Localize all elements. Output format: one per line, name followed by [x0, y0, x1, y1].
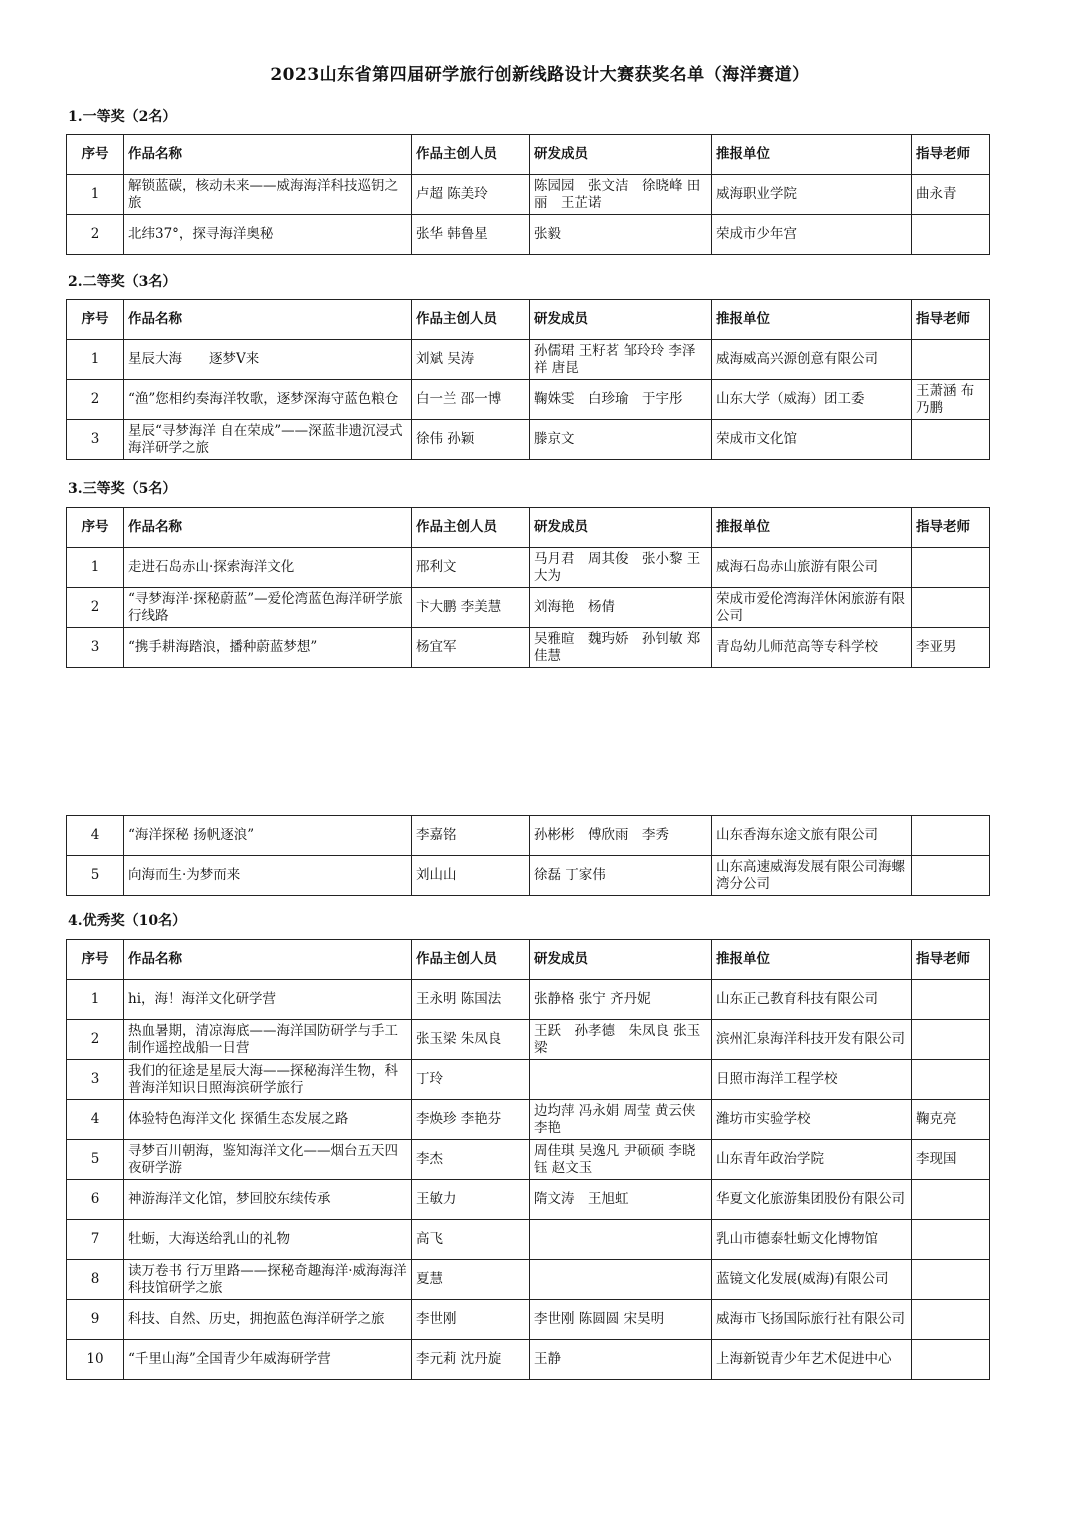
- cell-title: 解锁蓝碳，核动未来——威海海洋科技巡钥之旅: [124, 175, 412, 215]
- table-row: [67, 420, 990, 460]
- cell-advisor: [912, 1060, 990, 1100]
- cell-title: “海洋探秘 扬帆逐浪”: [124, 816, 412, 856]
- header-creators: 作品主创人员: [412, 508, 530, 548]
- cell-title: 北纬37°，探寻海洋奥秘: [124, 215, 412, 255]
- cell-title: 寻梦百川朝海，鉴知海洋文化——烟台五天四夜研学游: [124, 1140, 412, 1180]
- cell-members: [530, 1220, 712, 1260]
- cell-title: 我们的征途是星辰大海——探秘海洋生物，科普海洋知识日照海滨研学旅行: [124, 1060, 412, 1100]
- header-members: 研发成员: [530, 940, 712, 980]
- table-row: [67, 1060, 990, 1100]
- cell-title: 牡蛎，大海送给乳山的礼物: [124, 1220, 412, 1260]
- cell-unit: 蓝镜文化发展(威海)有限公司: [712, 1260, 912, 1300]
- cell-index: 2: [67, 215, 124, 255]
- table-row: [67, 816, 990, 856]
- cell-unit: 山东香海东途文旅有限公司: [712, 816, 912, 856]
- cell-unit: 乳山市德泰牡蛎文化博物馆: [712, 1220, 912, 1260]
- cell-index: 5: [67, 1140, 124, 1180]
- table-row: [67, 1340, 990, 1380]
- header-index: 序号: [67, 135, 124, 175]
- cell-unit: 青岛幼儿师范高等专科学校: [712, 628, 912, 668]
- table-header-row: [67, 508, 990, 548]
- cell-title: 热血暑期，清凉海底——海洋国防研学与手工制作遥控战船一日营: [124, 1020, 412, 1060]
- cell-advisor: [912, 1020, 990, 1060]
- table-header-row: [67, 940, 990, 980]
- cell-advisor: 鞠克亮: [912, 1100, 990, 1140]
- cell-members: 张毅: [530, 215, 712, 255]
- table-row: [67, 380, 990, 420]
- cell-unit: 潍坊市实验学校: [712, 1100, 912, 1140]
- cell-advisor: [912, 548, 990, 588]
- cell-members: 周佳琪 吴逸凡 尹硕硕 李晓钰 赵文玉: [530, 1140, 712, 1180]
- cell-creators: 杨宜军: [412, 628, 530, 668]
- header-title: 作品名称: [124, 300, 412, 340]
- cell-advisor: [912, 856, 990, 896]
- cell-title: hi，海！海洋文化研学营: [124, 980, 412, 1020]
- cell-index: 1: [67, 548, 124, 588]
- table-row: [67, 1020, 990, 1060]
- cell-creators: 高飞: [412, 1220, 530, 1260]
- cell-creators: 邢利文: [412, 548, 530, 588]
- cell-creators: 李元莉 沈丹旋: [412, 1340, 530, 1380]
- cell-title: 星辰大海 逐梦V来: [124, 340, 412, 380]
- cell-unit: 荣成市文化馆: [712, 420, 912, 460]
- cell-title: 星辰“寻梦海洋 自在荣成”——深蓝非遗沉浸式海洋研学之旅: [124, 420, 412, 460]
- cell-index: 1: [67, 175, 124, 215]
- cell-creators: 刘斌 吴涛: [412, 340, 530, 380]
- table-row: [67, 1100, 990, 1140]
- header-title: 作品名称: [124, 508, 412, 548]
- cell-advisor: 李亚男: [912, 628, 990, 668]
- cell-index: 10: [67, 1340, 124, 1380]
- cell-title: 科技、自然、历史，拥抱蓝色海洋研学之旅: [124, 1300, 412, 1340]
- cell-advisor: [912, 588, 990, 628]
- cell-title: 走进石岛赤山·探索海洋文化: [124, 548, 412, 588]
- table-header-row: [67, 135, 990, 175]
- cell-creators: 王敏力: [412, 1180, 530, 1220]
- cell-unit: 荣成市爱伦湾海洋休闲旅游有限公司: [712, 588, 912, 628]
- cell-title: 向海而生·为梦而来: [124, 856, 412, 896]
- header-advisor: 指导老师: [912, 940, 990, 980]
- cell-advisor: 王萧涵 布乃鹏: [912, 380, 990, 420]
- cell-advisor: [912, 420, 990, 460]
- cell-members: 孙儒珺 王籽茗 邹玲玲 李泽祥 唐昆: [530, 340, 712, 380]
- table-row: [67, 628, 990, 668]
- cell-creators: 卞大鹏 李美慧: [412, 588, 530, 628]
- table-row: [67, 1180, 990, 1220]
- header-advisor: 指导老师: [912, 508, 990, 548]
- cell-index: 6: [67, 1180, 124, 1220]
- cell-unit: 华夏文化旅游集团股份有限公司: [712, 1180, 912, 1220]
- cell-unit: 滨州汇泉海洋科技开发有限公司: [712, 1020, 912, 1060]
- cell-index: 5: [67, 856, 124, 896]
- table-header-row: [67, 300, 990, 340]
- cell-members: 隋文涛 王旭虹: [530, 1180, 712, 1220]
- header-creators: 作品主创人员: [412, 300, 530, 340]
- header-advisor: 指导老师: [912, 300, 990, 340]
- cell-unit: 威海市飞扬国际旅行社有限公司: [712, 1300, 912, 1340]
- cell-advisor: [912, 1340, 990, 1380]
- cell-advisor: 曲永青: [912, 175, 990, 215]
- cell-index: 3: [67, 420, 124, 460]
- cell-advisor: [912, 816, 990, 856]
- cell-creators: 张华 韩鲁星: [412, 215, 530, 255]
- table-row: [67, 1260, 990, 1300]
- cell-creators: 夏慧: [412, 1260, 530, 1300]
- table-row: [67, 175, 990, 215]
- cell-unit: 威海石岛赤山旅游有限公司: [712, 548, 912, 588]
- cell-members: 马月君 周其俊 张小黎 王大为: [530, 548, 712, 588]
- cell-creators: 卢超 陈美玲: [412, 175, 530, 215]
- table-row: [67, 548, 990, 588]
- header-index: 序号: [67, 940, 124, 980]
- table-row: [67, 856, 990, 896]
- cell-members: 滕京文: [530, 420, 712, 460]
- cell-index: 9: [67, 1300, 124, 1340]
- header-unit: 推报单位: [712, 940, 912, 980]
- cell-index: 2: [67, 380, 124, 420]
- header-members: 研发成员: [530, 300, 712, 340]
- cell-members: 徐磊 丁家伟: [530, 856, 712, 896]
- cell-unit: 山东高速威海发展有限公司海螺湾分公司: [712, 856, 912, 896]
- section-heading-third-prize: 3.三等奖（5名）: [68, 481, 177, 497]
- cell-members: 王跃 孙孝德 朱凤良 张玉梁: [530, 1020, 712, 1060]
- table-third-prize-continued: [66, 815, 990, 896]
- cell-members: [530, 1260, 712, 1300]
- cell-unit: 威海威高兴源创意有限公司: [712, 340, 912, 380]
- cell-members: 李世刚 陈圆圆 宋昊明: [530, 1300, 712, 1340]
- cell-advisor: 李现国: [912, 1140, 990, 1180]
- cell-unit: 日照市海洋工程学校: [712, 1060, 912, 1100]
- table-row: [67, 340, 990, 380]
- cell-advisor: [912, 215, 990, 255]
- table-row: [67, 215, 990, 255]
- cell-title: “寻梦海洋·探秘蔚蓝”—爱伦湾蓝色海洋研学旅行线路: [124, 588, 412, 628]
- cell-index: 4: [67, 816, 124, 856]
- cell-title: “携手耕海踏浪，播种蔚蓝梦想”: [124, 628, 412, 668]
- header-creators: 作品主创人员: [412, 135, 530, 175]
- cell-creators: 李杰: [412, 1140, 530, 1180]
- header-unit: 推报单位: [712, 508, 912, 548]
- page-title: 2023山东省第四届研学旅行创新线路设计大赛获奖名单（海洋赛道）: [270, 65, 810, 85]
- cell-advisor: [912, 1300, 990, 1340]
- cell-members: 孙彬彬 傅欣雨 李秀: [530, 816, 712, 856]
- section-heading-excellence-prize: 4.优秀奖（10名）: [68, 913, 187, 929]
- header-title: 作品名称: [124, 940, 412, 980]
- cell-unit: 山东正己教育科技有限公司: [712, 980, 912, 1020]
- table-third-prize: [66, 507, 990, 668]
- cell-index: 2: [67, 588, 124, 628]
- cell-unit: 山东大学（威海）团工委: [712, 380, 912, 420]
- cell-members: 陈园园 张文洁 徐晓峰 田丽 王芷诺: [530, 175, 712, 215]
- table-row: [67, 1300, 990, 1340]
- cell-members: 边均萍 冯永娟 周莹 黄云侠 李艳: [530, 1100, 712, 1140]
- cell-creators: 丁玲: [412, 1060, 530, 1100]
- table-row: [67, 1220, 990, 1260]
- table-row: [67, 980, 990, 1020]
- table-first-prize: [66, 134, 990, 255]
- header-creators: 作品主创人员: [412, 940, 530, 980]
- cell-advisor: [912, 1260, 990, 1300]
- header-members: 研发成员: [530, 508, 712, 548]
- cell-creators: 王永明 陈国法: [412, 980, 530, 1020]
- cell-creators: 白一兰 邵一博: [412, 380, 530, 420]
- header-index: 序号: [67, 508, 124, 548]
- cell-creators: 李世刚: [412, 1300, 530, 1340]
- cell-creators: 李焕珍 李艳芬: [412, 1100, 530, 1140]
- cell-unit: 威海职业学院: [712, 175, 912, 215]
- cell-unit: 荣成市少年宫: [712, 215, 912, 255]
- section-heading-first-prize: 1.一等奖（2名）: [68, 109, 177, 125]
- section-heading-second-prize: 2.二等奖（3名）: [68, 274, 177, 290]
- cell-members: 鞠姝雯 白珍瑜 于宇彤: [530, 380, 712, 420]
- cell-creators: 张玉梁 朱凤良: [412, 1020, 530, 1060]
- header-index: 序号: [67, 300, 124, 340]
- header-advisor: 指导老师: [912, 135, 990, 175]
- cell-creators: 李嘉铭: [412, 816, 530, 856]
- cell-index: 1: [67, 980, 124, 1020]
- cell-index: 8: [67, 1260, 124, 1300]
- cell-members: [530, 1060, 712, 1100]
- cell-index: 3: [67, 1060, 124, 1100]
- header-title: 作品名称: [124, 135, 412, 175]
- table-row: [67, 1140, 990, 1180]
- table-row: [67, 588, 990, 628]
- cell-index: 4: [67, 1100, 124, 1140]
- cell-title: “渔”您相约奏海洋牧歌，逐梦深海守蓝色粮仓: [124, 380, 412, 420]
- cell-members: 刘海艳 杨倩: [530, 588, 712, 628]
- cell-creators: 刘山山: [412, 856, 530, 896]
- cell-index: 1: [67, 340, 124, 380]
- cell-index: 3: [67, 628, 124, 668]
- header-unit: 推报单位: [712, 300, 912, 340]
- cell-advisor: [912, 340, 990, 380]
- cell-advisor: [912, 1220, 990, 1260]
- cell-members: 王静: [530, 1340, 712, 1380]
- header-members: 研发成员: [530, 135, 712, 175]
- cell-title: “千里山海”全国青少年威海研学营: [124, 1340, 412, 1380]
- cell-members: 张静格 张宁 齐丹妮: [530, 980, 712, 1020]
- header-unit: 推报单位: [712, 135, 912, 175]
- cell-title: 神游海洋文化馆，梦回胶东续传承: [124, 1180, 412, 1220]
- cell-members: 吴雅暄 魏玙娇 孙钊敏 郑佳慧: [530, 628, 712, 668]
- cell-title: 读万卷书 行万里路——探秘奇趣海洋·威海海洋科技馆研学之旅: [124, 1260, 412, 1300]
- cell-creators: 徐伟 孙颖: [412, 420, 530, 460]
- cell-unit: 山东青年政治学院: [712, 1140, 912, 1180]
- cell-advisor: [912, 980, 990, 1020]
- cell-unit: 上海新锐青少年艺术促进中心: [712, 1340, 912, 1380]
- table-second-prize: [66, 299, 990, 460]
- cell-advisor: [912, 1180, 990, 1220]
- table-excellence-prize: [66, 939, 990, 1380]
- cell-index: 2: [67, 1020, 124, 1060]
- cell-title: 体验特色海洋文化 探循生态发展之路: [124, 1100, 412, 1140]
- cell-index: 7: [67, 1220, 124, 1260]
